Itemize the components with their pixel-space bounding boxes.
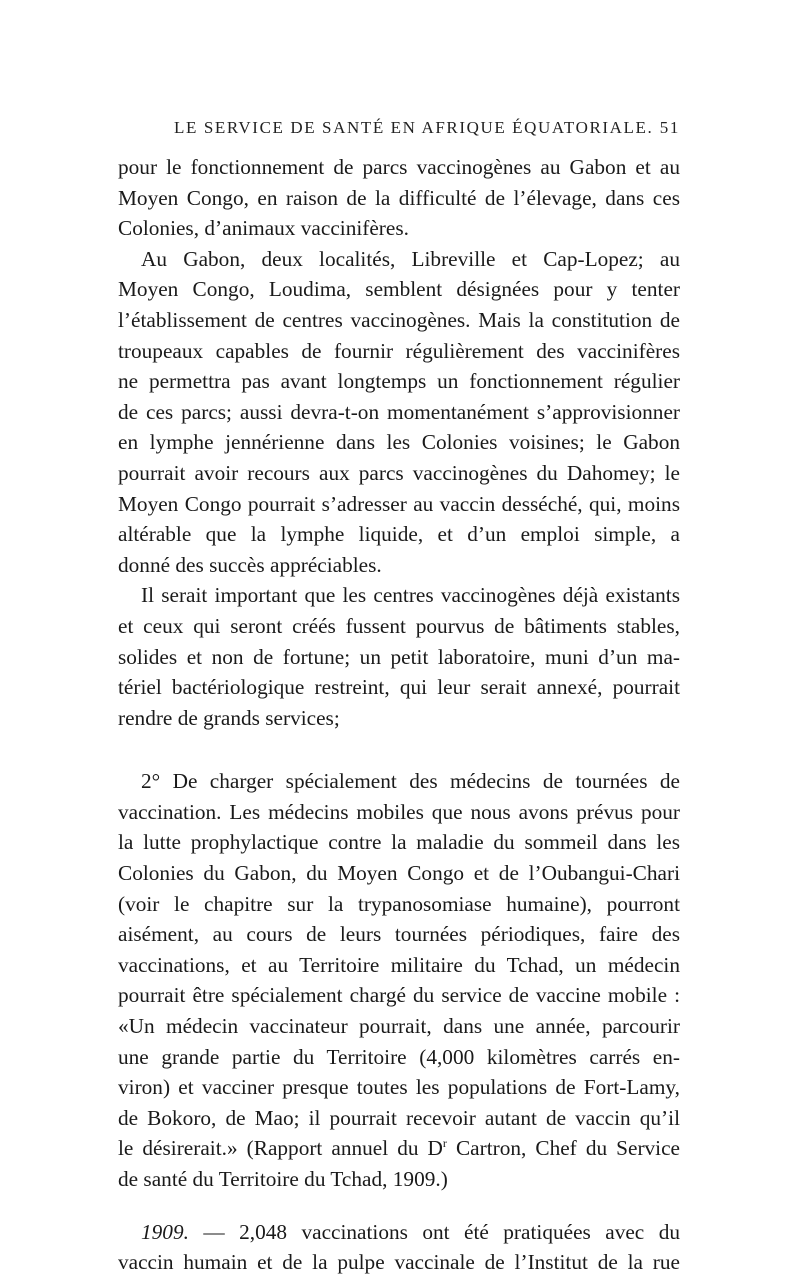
superscript: r	[442, 1136, 447, 1151]
text-fragment: — 2,048 vaccinations ont été pratiquées avec du	[188, 1219, 680, 1244]
paragraph	[118, 244, 680, 581]
text-line: rendre de grands services;	[118, 705, 340, 730]
page-number: 51	[659, 118, 680, 137]
text-line: Colonies, d’animaux vaccinifères.	[118, 216, 409, 241]
text-fragment: Cartron, Chef du Service	[446, 1136, 680, 1161]
text-line: aisément, au cours de leurs tournées périodiques, faire des	[118, 922, 680, 947]
paragraph-spacer	[118, 733, 680, 766]
body-text	[118, 152, 680, 1278]
text-line	[118, 1133, 680, 1164]
text-line: vaccination. Les médecins mobiles que nous avons prévus pour	[118, 799, 680, 824]
running-head	[118, 116, 680, 140]
text-line: Au Gabon, deux localités, Libreville et Cap-Lopez; au	[141, 246, 680, 271]
text-line: de Bokoro, de Mao; il pourrait recevoir autant de vaccin qu’il	[118, 1105, 680, 1130]
text-line: vaccin humain et de la pulpe vaccinale de l’Institut de la rue	[118, 1250, 680, 1275]
paragraph	[118, 1217, 680, 1278]
paragraph-spacer	[118, 1195, 680, 1217]
text-line: Il serait important que les centres vaccinogènes déjà existants	[141, 583, 680, 608]
text-line	[118, 1217, 680, 1248]
text-line: 2° De charger spécialement des médecins de tournées de	[141, 769, 680, 794]
text-line: «Un médecin vaccinateur pourrait, dans une année, parcourir	[118, 1014, 680, 1039]
text-line: solides et non de fortune; un petit laboratoire, muni d’un ma-	[118, 644, 680, 669]
text-line: vaccinations, et au Territoire militaire du Tchad, un médecin	[118, 952, 680, 977]
text-line: altérable que la lymphe liquide, et d’un emploi simple, a	[118, 522, 680, 547]
text-line: ne permettra pas avant longtemps un fonctionnement régulier	[118, 369, 680, 394]
text-line: pourrait être spécialement chargé du service de vaccine mobile :	[118, 983, 680, 1008]
text-line: Moyen Congo pourrait s’adresser au vaccin desséché, qui, moins	[118, 491, 680, 516]
text-line: tériel bactériologique restreint, qui leur serait annexé, pourrait	[118, 675, 680, 700]
text-line: et ceux qui seront créés fussent pourvus de bâtiments stables,	[118, 613, 680, 638]
text-line: la lutte prophylactique contre la maladie du sommeil dans les	[118, 830, 680, 855]
text-line: Moyen Congo, en raison de la difficulté de l’élevage, dans ces	[118, 185, 680, 210]
year-heading: 1909.	[141, 1219, 189, 1244]
paragraph	[118, 766, 680, 1194]
text-line: Colonies du Gabon, du Moyen Congo et de l’Oubangui-Chari	[118, 861, 680, 886]
text-line: une grande partie du Territoire (4,000 kilomètres carrés en-	[118, 1044, 680, 1069]
running-head-title: LE SERVICE DE SANTÉ EN AFRIQUE ÉQUATORIALE.	[174, 118, 654, 137]
text-line: l’établissement de centres vaccinogènes. Mais la constitution de	[118, 307, 680, 332]
text-fragment: le désirerait.» (Rapport annuel du D	[118, 1136, 443, 1161]
text-line: en lymphe jennérienne dans les Colonies voisines; le Gabon	[118, 430, 680, 455]
text-line: de santé du Territoire du Tchad, 1909.)	[118, 1167, 448, 1191]
text-line: de ces parcs; aussi devra-t-on momentanément s’approvisionner	[118, 399, 680, 424]
paragraph	[118, 580, 680, 733]
text-line: (voir le chapitre sur la trypanosomiase humaine), pourront	[118, 891, 680, 916]
text-line: pour le fonctionnement de parcs vaccinogènes au Gabon et au	[118, 155, 680, 179]
text-line: troupeaux capables de fournir régulièrement des vaccinifères	[118, 338, 680, 363]
text-line: donné des succès appréciables.	[118, 552, 382, 577]
text-line: viron) et vacciner presque toutes les populations de Fort-Lamy,	[118, 1075, 680, 1100]
text-line: pourrait avoir recours aux parcs vaccinogènes du Dahomey; le	[118, 460, 680, 485]
paragraph	[118, 152, 680, 244]
text-line: Moyen Congo, Loudima, semblent désignées pour y tenter	[118, 277, 680, 302]
